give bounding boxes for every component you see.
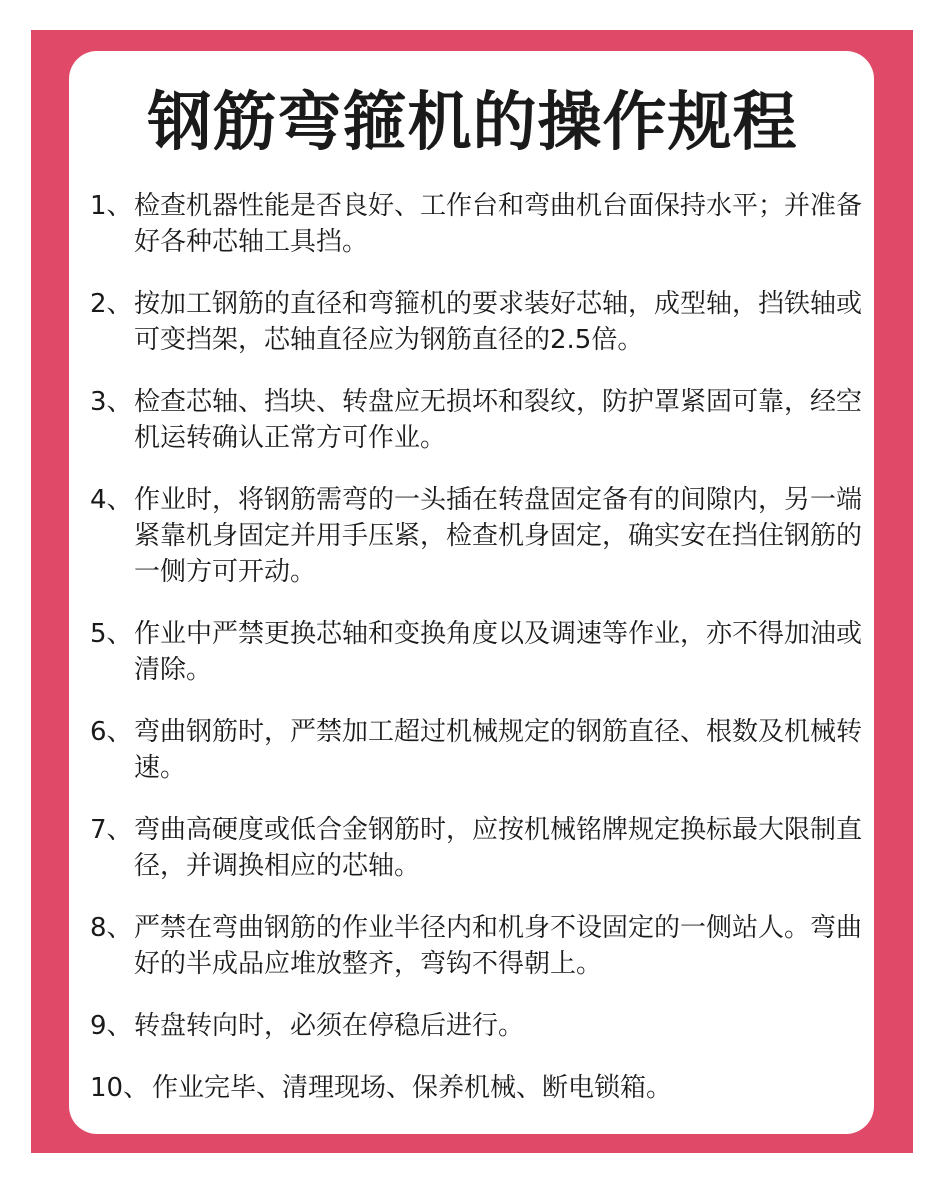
- page-title: 钢筋弯箍机的操作规程: [147, 85, 798, 160]
- rule-item-5: [90, 616, 880, 688]
- rule-item-1: [90, 188, 880, 260]
- rule-text: 检查机器性能是否良好、工作台和弯曲机台面保持水平；并准备好各种芯轴工具挡。: [134, 191, 863, 257]
- rule-number: 10、: [90, 1073, 150, 1103]
- rule-item-6: [90, 714, 880, 786]
- rule-item-2: [90, 286, 880, 358]
- rule-text: 检查芯轴、挡块、转盘应无损坏和裂纹，防护罩紧固可靠，经空机运转确认正常方可作业。: [134, 387, 863, 453]
- rule-number: 9、: [90, 1011, 133, 1041]
- rule-number: 2、: [90, 289, 133, 319]
- rule-text: 作业中严禁更换芯轴和变换角度以及调速等作业，亦不得加油或清除。: [134, 619, 863, 685]
- rule-item-10: [90, 1070, 880, 1106]
- rule-text: 按加工钢筋的直径和弯箍机的要求装好芯轴，成型轴，挡铁轴或可变挡架，芯轴直径应为钢筋直径的2.5倍。: [134, 289, 863, 355]
- rule-number: 4、: [90, 485, 133, 515]
- rule-text: 弯曲高硬度或低合金钢筋时，应按机械铭牌规定换标最大限制直径，并调换相应的芯轴。: [134, 815, 863, 881]
- rule-text: 作业时，将钢筋需弯的一头插在转盘固定备有的间隙内，另一端紧靠机身固定并用手压紧，检查机身固定，确实安在挡住钢筋的一侧方可开动。: [134, 485, 863, 587]
- rule-item-7: [90, 812, 880, 884]
- rule-text: 弯曲钢筋时，严禁加工超过机械规定的钢筋直径、根数及机械转速。: [134, 717, 863, 783]
- rules-list: [90, 188, 880, 1132]
- rule-number: 7、: [90, 815, 133, 845]
- rule-number: 5、: [90, 619, 133, 649]
- rule-item-4: [90, 482, 880, 590]
- rule-text: 严禁在弯曲钢筋的作业半径内和机身不设固定的一侧站人。弯曲好的半成品应堆放整齐，弯钩不得朝上。: [134, 913, 863, 979]
- rule-number: 1、: [90, 191, 133, 221]
- rule-number: 6、: [90, 717, 133, 747]
- rule-number: 3、: [90, 387, 133, 417]
- rule-number: 8、: [90, 913, 133, 943]
- rule-item-3: [90, 384, 880, 456]
- rule-text: 作业完毕、清理现场、保养机械、断电锁箱。: [152, 1073, 673, 1103]
- rule-item-8: [90, 910, 880, 982]
- rule-text: 转盘转向时，必须在停稳后进行。: [134, 1011, 525, 1041]
- rule-item-9: [90, 1008, 880, 1044]
